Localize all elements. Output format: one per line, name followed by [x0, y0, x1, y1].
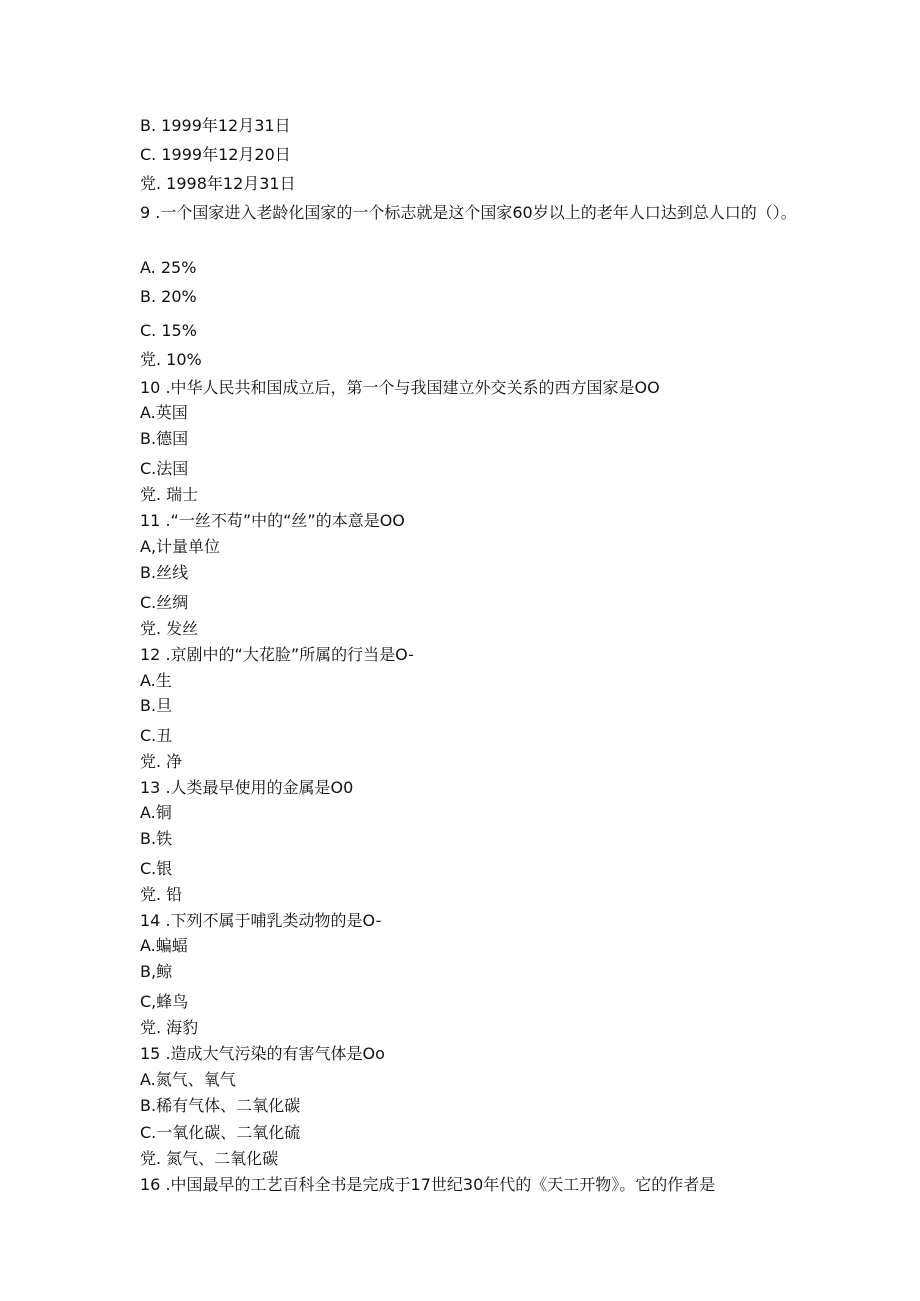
option-d-q10: 党. 瑞士: [140, 485, 199, 504]
question-9: 9 .一个国家进入老龄化国家的一个标志就是这个国家60岁以上的老年人口达到总人口的（）。: [140, 203, 797, 222]
question-11: 11 .“一丝不苟”中的“丝”的本意是OO: [140, 511, 405, 530]
option-a-q9: A. 25%: [140, 258, 197, 277]
option-a-q15: A.氮气、氧气: [140, 1070, 236, 1089]
option-c-q8: C. 1999年12月20日: [140, 145, 291, 164]
option-a-q12: A.生: [140, 671, 172, 690]
question-10: 10 .中华人民共和国成立后，第一个与我国建立外交关系的西方国家是OO: [140, 378, 660, 397]
option-b-q15: B.稀有气体、二氧化碳: [140, 1096, 301, 1115]
option-b-q14: B,鲸: [140, 962, 173, 981]
option-d-q11: 党. 发丝: [140, 619, 199, 638]
option-b-q12: B.旦: [140, 696, 173, 715]
option-b-q13: B.铁: [140, 829, 173, 848]
option-a-q10: A.英国: [140, 403, 188, 422]
option-b-q11: B.丝线: [140, 563, 189, 582]
option-c-q15: C.一氧化碳、二氧化硫: [140, 1123, 301, 1142]
question-15: 15 .造成大气污染的有害气体是Oo: [140, 1044, 385, 1063]
option-d-q9: 党. 10%: [140, 350, 202, 369]
option-d-q13: 党. 铅: [140, 885, 183, 904]
option-c-q9: C. 15%: [140, 321, 197, 340]
option-d-q12: 党. 净: [140, 752, 183, 771]
option-a-q11: A,计量单位: [140, 537, 221, 556]
option-b-q9: B. 20%: [140, 287, 197, 306]
option-c-q13: C.银: [140, 859, 173, 878]
question-13: 13 .人类最早使用的金属是O0: [140, 778, 354, 797]
question-16: 16 .中国最早的工艺百科全书是完成于17世纪30年代的《天工开物》。它的作者是: [140, 1175, 716, 1194]
option-a-q14: A.蝙蝠: [140, 936, 188, 955]
option-b-q10: B.德国: [140, 429, 189, 448]
option-c-q14: C,蜂鸟: [140, 992, 189, 1011]
option-c-q12: C.丑: [140, 726, 173, 745]
option-d-q15: 党. 氮气、二氧化碳: [140, 1149, 279, 1168]
option-a-q13: A.铜: [140, 803, 172, 822]
option-c-q10: C.法国: [140, 459, 189, 478]
option-d-q8: 党. 1998年12月31日: [140, 174, 296, 193]
option-b-q8: B. 1999年12月31日: [140, 116, 291, 135]
question-12: 12 .京剧中的“大花脸”所属的行当是O-: [140, 645, 414, 664]
question-14: 14 .下列不属于哺乳类动物的是O-: [140, 911, 382, 930]
option-c-q11: C.丝绸: [140, 593, 189, 612]
option-d-q14: 党. 海豹: [140, 1018, 199, 1037]
